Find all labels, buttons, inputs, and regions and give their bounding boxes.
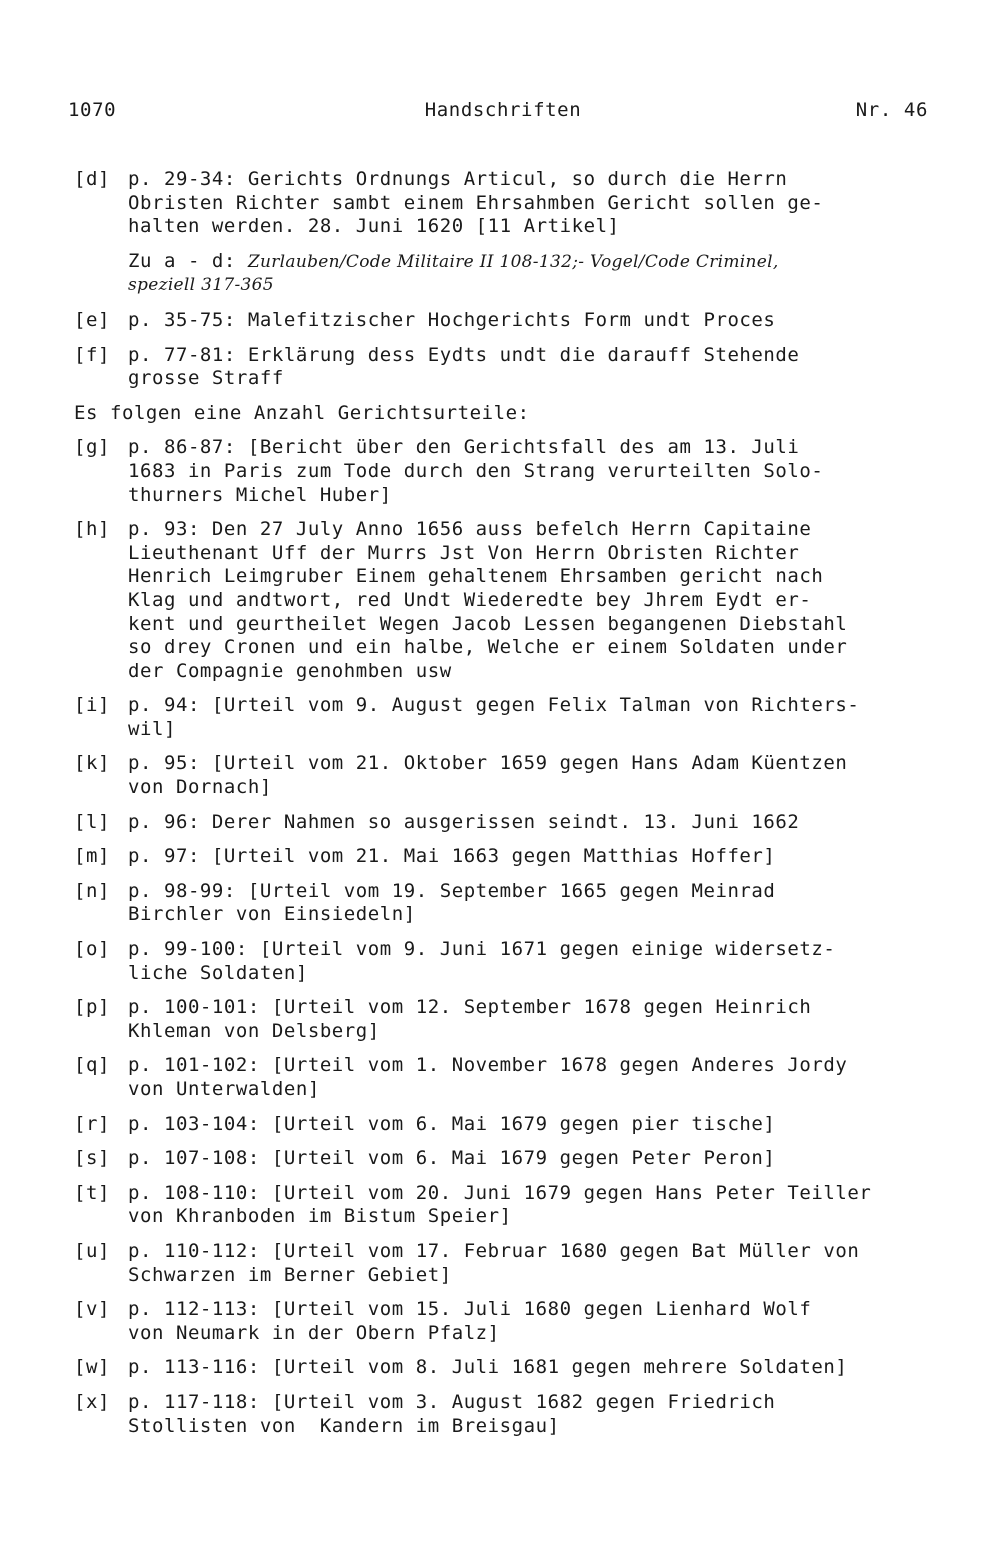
entry-text <box>128 752 959 799</box>
entry-item <box>74 309 959 333</box>
entry-label: [h] <box>74 518 110 541</box>
entry-line: wil] <box>128 717 176 740</box>
entry-line: p. 100-101: [Urteil vom 12. September 1678 gegen Heinrich <box>128 996 812 1019</box>
entry-text <box>128 1054 959 1101</box>
entry-label: [t] <box>74 1181 110 1204</box>
entry-text <box>128 518 959 683</box>
entry-text <box>128 436 959 507</box>
entry-line: Henrich Leimgruber Einem gehaltenem Ehrsamben gericht nach <box>128 565 824 588</box>
entry-line: p. 29-34: Gerichts Ordnungs Articul, so durch die Herrn <box>128 168 788 190</box>
entry-text <box>128 938 959 985</box>
entry-group-mid <box>74 309 959 391</box>
entry-label: [o] <box>74 938 110 961</box>
entry-item <box>74 880 959 927</box>
entry-label: [m] <box>74 845 110 868</box>
entry-label: [v] <box>74 1298 110 1321</box>
entry-text <box>128 309 959 333</box>
entry-line: Obristen Richter sambt einem Ehrsahmben Gericht sollen ge- <box>128 191 824 214</box>
entry-label: [s] <box>74 1147 110 1170</box>
entry-line: halten werden. 28. Juni 1620 [11 Artikel] <box>128 215 620 238</box>
section-intro: Es folgen eine Anzahl Gerichtsurteile: <box>74 401 530 424</box>
entry-line: p. 98-99: [Urteil vom 19. September 1665 gegen Meinrad <box>128 879 776 902</box>
reference-note <box>128 250 959 298</box>
entry-text <box>128 1356 959 1380</box>
entry-line: p. 103-104: [Urteil vom 6. Mai 1679 gegen pier tische] <box>128 1112 776 1135</box>
entry-label: [f] <box>74 343 110 366</box>
entry-label: [d] <box>74 168 110 190</box>
entry-text <box>128 1113 959 1137</box>
entry-line: Schwarzen im Berner Gebiet] <box>128 1263 452 1286</box>
entry-label: [u] <box>74 1239 110 1262</box>
entry-label: [e] <box>74 308 110 331</box>
entry-text <box>128 880 959 927</box>
entry-line: p. 113-116: [Urteil vom 8. Juli 1681 gegen mehrere Soldaten] <box>128 1356 848 1379</box>
entry-line: p. 77-81: Erklärung dess Eydts undt die darauff Stehende <box>128 343 800 366</box>
entry-line: grosse Straff <box>128 367 284 390</box>
entry-text <box>128 344 959 391</box>
entry-line: Birchler von Einsiedeln] <box>128 903 416 926</box>
entry-line: p. 35-75: Malefitzischer Hochgerichts Form undt Proces <box>128 308 776 331</box>
entry-line: p. 86-87: [Bericht über den Gerichtsfall des am 13. Juli <box>128 436 800 459</box>
entry-item <box>74 518 959 683</box>
entry-line: kent und geurtheilet Wegen Jacob Lessen begangenen Diebstahl <box>128 612 848 635</box>
entry-item <box>74 694 959 741</box>
entry-text <box>128 845 959 869</box>
entry-line: thurners Michel Huber] <box>128 483 392 506</box>
entry-label: [x] <box>74 1390 110 1413</box>
entry-item <box>74 938 959 985</box>
entry-line: p. 101-102: [Urteil vom 1. November 1678 gegen Anderes Jordy <box>128 1054 848 1077</box>
entry-text <box>128 996 959 1043</box>
entry-item <box>74 436 959 507</box>
entry-item <box>74 845 959 869</box>
entry-line: Stollisten von Kandern im Breisgau] <box>128 1414 560 1437</box>
entry-line: so drey Cronen und ein halbe, Welche er einem Soldaten under <box>128 636 848 659</box>
entry-line: p. 108-110: [Urteil vom 20. Juni 1679 gegen Hans Peter Teiller <box>128 1181 872 1204</box>
entry-label: [k] <box>74 752 110 775</box>
entry-line: p. 107-108: [Urteil vom 6. Mai 1679 gegen Peter Peron] <box>128 1147 776 1170</box>
entry-line: von Khranboden im Bistum Speier] <box>128 1205 512 1228</box>
entry-group-bottom <box>74 436 959 1438</box>
entry-line: Lieuthenant Uff der Murrs Jst Von Herrn Obristen Richter <box>128 541 800 564</box>
entry-line: p. 97: [Urteil vom 21. Mai 1663 gegen Matthias Hoffer] <box>128 845 776 868</box>
item-number: Nr. 46 <box>855 99 928 121</box>
entry-label: [l] <box>74 810 110 833</box>
entry-item <box>74 752 959 799</box>
entry-line: von Unterwalden] <box>128 1078 320 1100</box>
entry-item <box>74 1298 959 1345</box>
entry-line: p. 110-112: [Urteil vom 17. Februar 1680 gegen Bat Müller von <box>128 1239 860 1262</box>
entry-line: p. 94: [Urteil vom 9. August gegen Felix Talman von Richters- <box>128 694 860 717</box>
entry-text <box>128 1391 959 1438</box>
entry-item <box>74 1391 959 1438</box>
entry-item <box>74 1054 959 1101</box>
entry-text <box>128 1240 959 1287</box>
note-prefix: Zu a - d: <box>128 249 248 272</box>
entry-group-top <box>74 168 959 239</box>
entry-item <box>74 1113 959 1137</box>
entry-line: p. 93: Den 27 July Anno 1656 auss befelch Herrn Capitaine <box>128 518 812 541</box>
entry-line: Klag und andtwort, red Undt Wiederedte bey Jhrem Eydt er- <box>128 588 812 611</box>
note-reference-2: speziell 317-365 <box>128 275 274 296</box>
entry-text <box>128 1182 959 1229</box>
entry-line: der Compagnie genohmben usw <box>128 659 452 682</box>
entry-label: [n] <box>74 879 110 902</box>
entry-label: [q] <box>74 1054 110 1077</box>
entry-label: [w] <box>74 1356 110 1379</box>
entry-line: von Neumark in der Obern Pfalz] <box>128 1321 500 1344</box>
entry-item <box>74 996 959 1043</box>
entry-label: [p] <box>74 996 110 1019</box>
entry-label: [i] <box>74 694 110 717</box>
entry-item <box>74 1182 959 1229</box>
entry-text <box>128 168 959 239</box>
entry-line: liche Soldaten] <box>128 961 308 984</box>
entry-label: [r] <box>74 1112 110 1135</box>
entry-text <box>128 1147 959 1171</box>
entry-item <box>74 168 959 239</box>
note-reference-1: Zurlauben/Code Militaire II 108-132;- Vogel/Code Criminel, <box>247 251 779 272</box>
entry-text <box>128 694 959 741</box>
entry-text <box>128 1298 959 1345</box>
entry-text <box>128 811 959 835</box>
entry-line: von Dornach] <box>128 776 272 799</box>
running-title: Handschriften <box>424 99 582 121</box>
entry-item <box>74 1356 959 1380</box>
entry-line: p. 99-100: [Urteil vom 9. Juni 1671 gegen einige widersetz- <box>128 938 836 961</box>
entry-label: [g] <box>74 436 110 459</box>
entry-item <box>74 1240 959 1287</box>
entry-item <box>74 1147 959 1171</box>
entry-line: 1683 in Paris zum Tode durch den Strang verurteilten Solo- <box>128 459 824 482</box>
entry-line: Khleman von Delsberg] <box>128 1019 380 1042</box>
entry-line: p. 112-113: [Urteil vom 15. Juli 1680 gegen Lienhard Wolf <box>128 1298 812 1321</box>
entry-item <box>74 811 959 835</box>
entry-line: p. 96: Derer Nahmen so ausgerissen seindt. 13. Juni 1662 <box>128 810 800 833</box>
entry-line: p. 117-118: [Urteil vom 3. August 1682 gegen Friedrich <box>128 1390 776 1413</box>
entry-line: p. 95: [Urteil vom 21. Oktober 1659 gegen Hans Adam Küentzen <box>128 752 848 775</box>
page-number: 1070 <box>68 99 117 121</box>
entry-item <box>74 344 959 391</box>
entry-list <box>74 168 959 1449</box>
page-header <box>68 95 928 125</box>
